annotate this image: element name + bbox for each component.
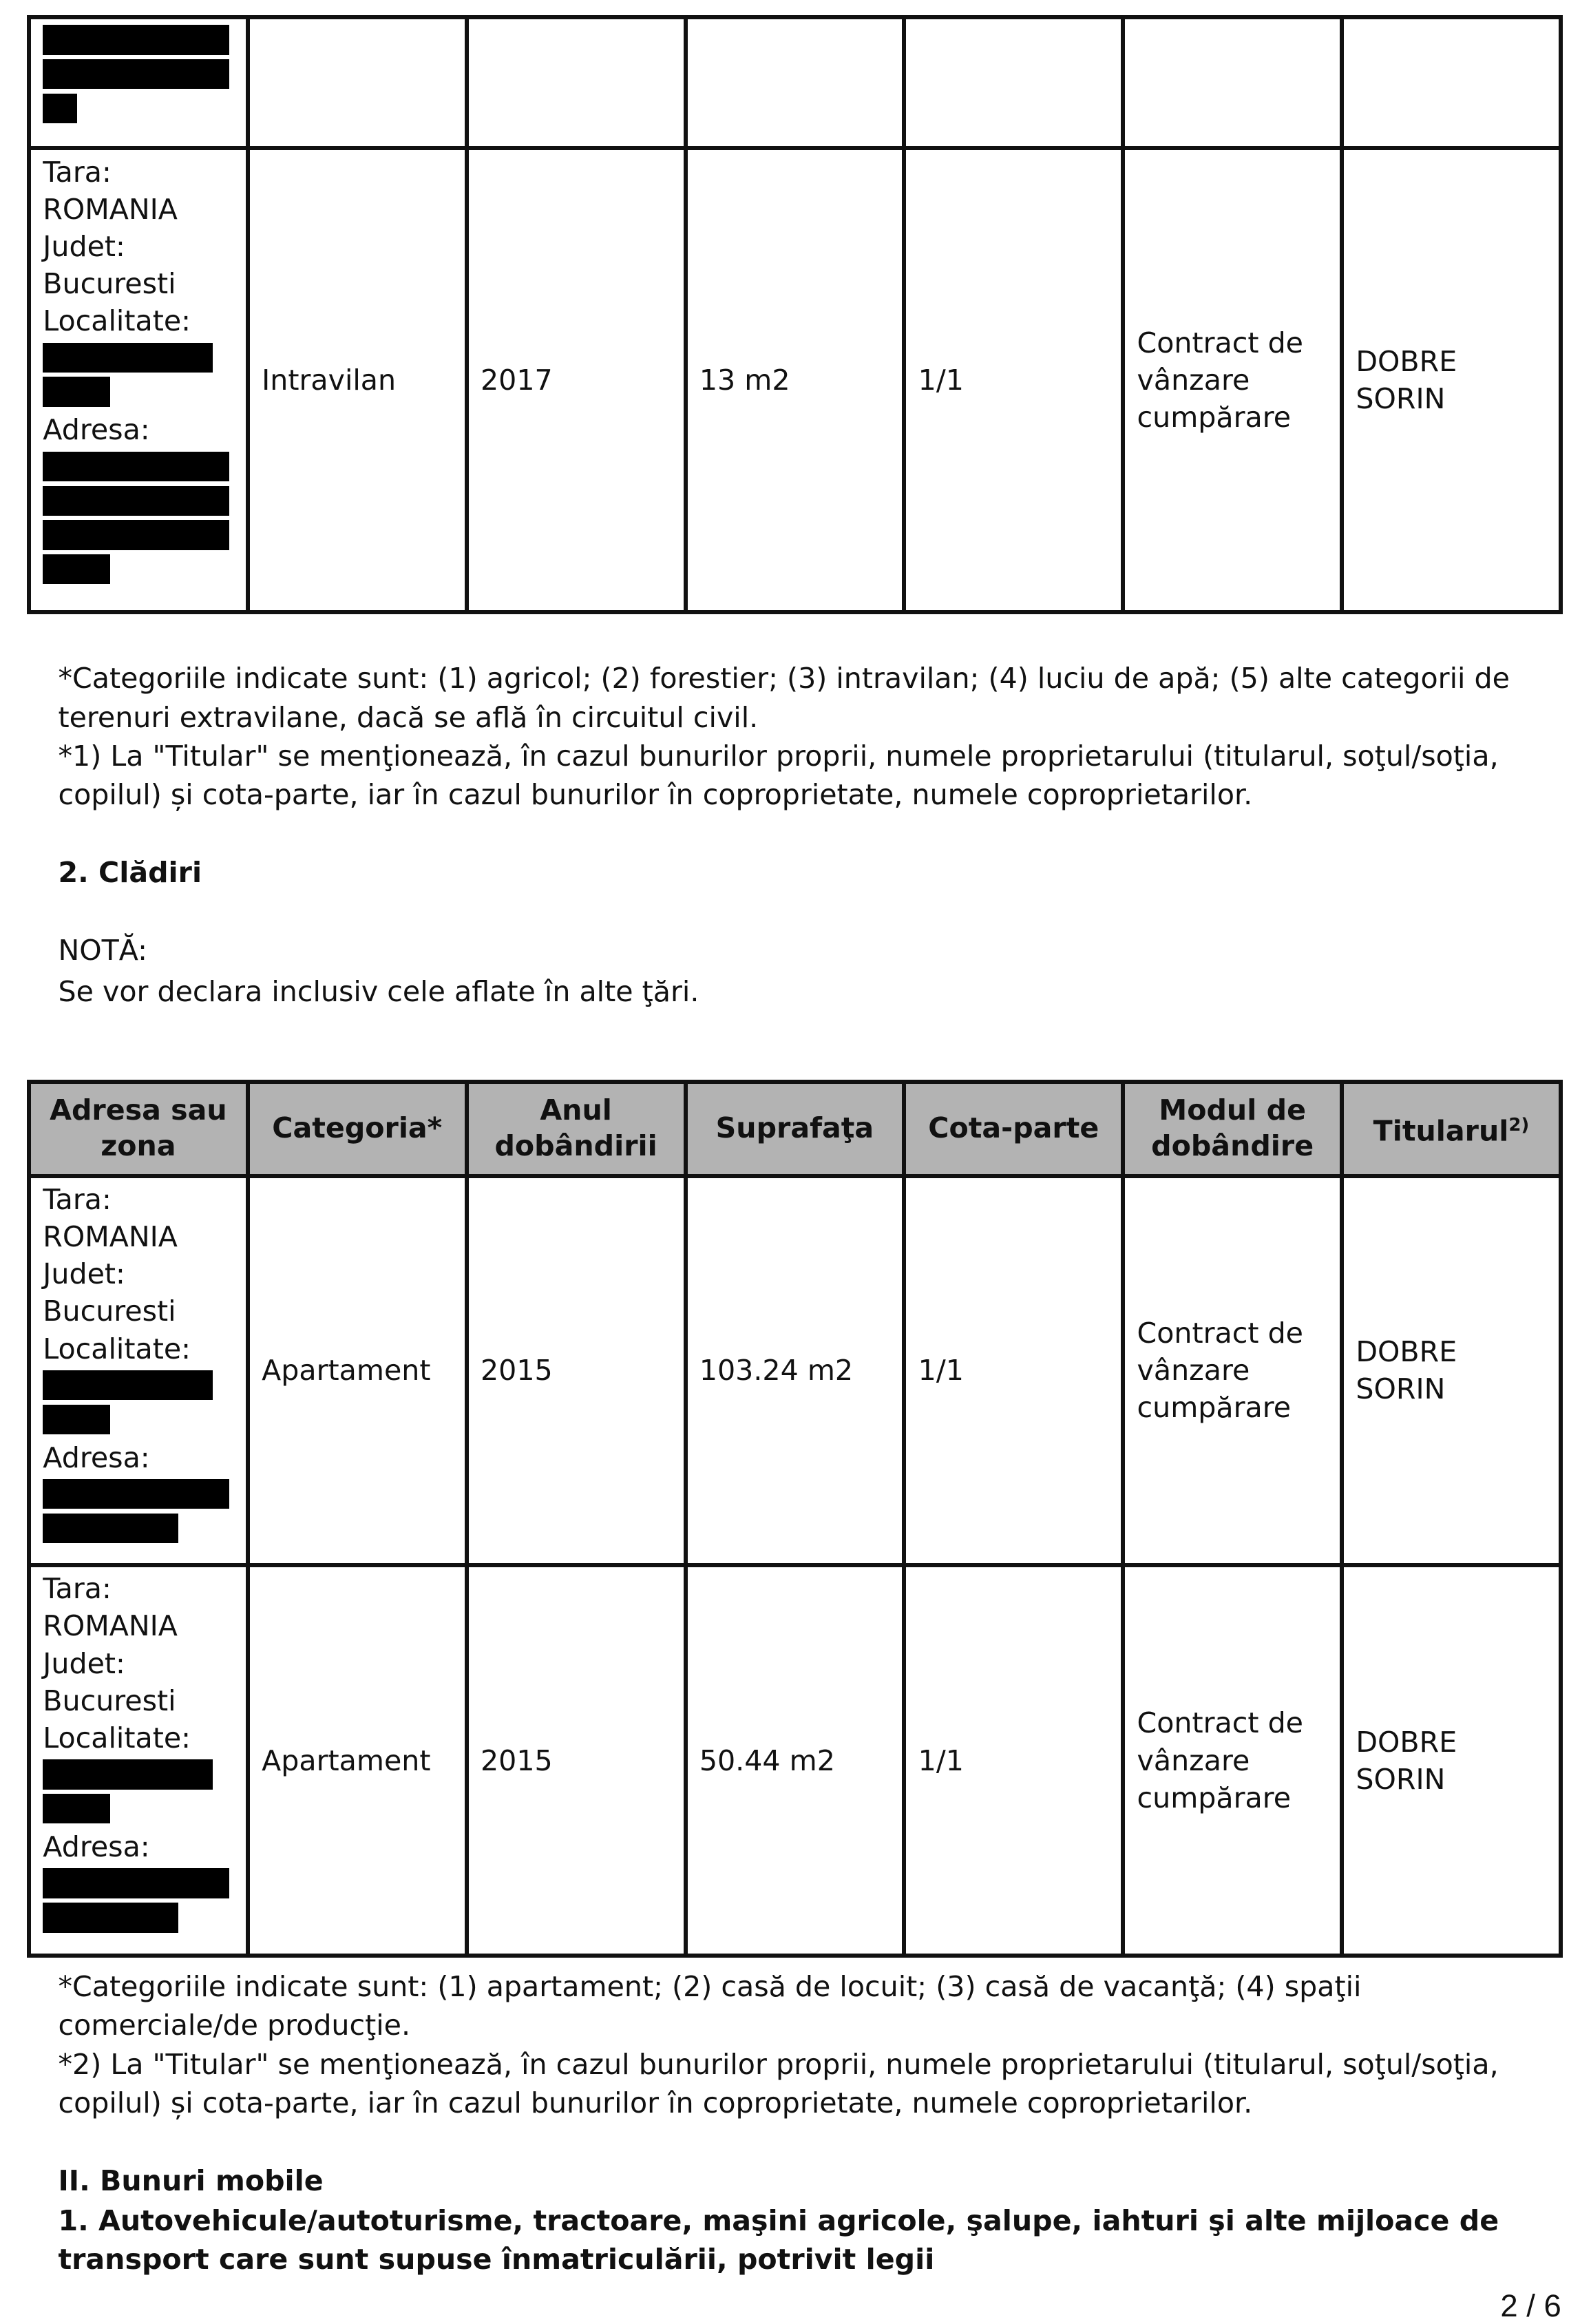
header-text: Titularul xyxy=(1373,1114,1509,1148)
redaction xyxy=(43,1903,178,1932)
address-line: ROMANIA xyxy=(43,1220,178,1254)
address-cell xyxy=(29,1176,248,1565)
address-line: Bucuresti xyxy=(43,1684,176,1717)
mode-cell: Contract de vânzare cumpărare xyxy=(1123,148,1342,612)
address-line: Localitate: xyxy=(43,1721,191,1755)
redaction xyxy=(43,1479,229,1509)
column-header: Suprafaţa xyxy=(686,1082,905,1175)
address-line: Tara: xyxy=(43,155,112,189)
land-notes xyxy=(27,659,1563,814)
year-cell: 2015 xyxy=(467,1565,686,1956)
redaction xyxy=(43,59,229,89)
redaction xyxy=(43,520,229,549)
redaction xyxy=(43,1868,229,1898)
category-cell: Apartament xyxy=(248,1565,467,1956)
address-line: Tara: xyxy=(43,1572,112,1606)
table-row xyxy=(29,1565,1561,1956)
owner-note: *1) La "Titular" se menţionează, în cazul bunurilor proprii, numele proprietarului (titularul, soţul/soţia, copilul) și cota-parte, iar în cazul bunurilor în coproprietate, numele coproprietarilor. xyxy=(58,739,1499,812)
area-cell: 50.44 m2 xyxy=(686,1565,905,1956)
address-line: Bucuresti xyxy=(43,267,176,301)
section-heading: 2. Clădiri xyxy=(58,855,202,889)
year-cell xyxy=(467,17,686,149)
address-line: Localitate: xyxy=(43,304,191,338)
owner-cell: DOBRE SORIN xyxy=(1342,1565,1561,1956)
redaction xyxy=(43,1514,178,1543)
land-table xyxy=(27,15,1563,614)
column-header: Categoria* xyxy=(248,1082,467,1175)
address-line: Adresa: xyxy=(43,413,150,447)
column-header: Anul dobândirii xyxy=(467,1082,686,1175)
column-header: Cota-parte xyxy=(904,1082,1123,1175)
column-header: Modul de dobândire xyxy=(1123,1082,1342,1175)
share-cell: 1/1 xyxy=(904,1565,1123,1956)
table-row xyxy=(29,1176,1561,1565)
redaction xyxy=(43,554,109,584)
owner-note: *2) La "Titular" se menţionează, în cazul bunurilor proprii, numele proprietarului (titularul, soţul/soţia, copilul) și cota-parte, iar în cazul bunurilor în coproprietate, numele coproprietarilor. xyxy=(58,2047,1499,2119)
categories-note: *Categoriile indicate sunt: (1) apartament; (2) casă de locuit; (3) casă de vacanţă; (4) spaţii comerciale/de producţie. xyxy=(58,1969,1362,2042)
nota-label: NOTĂ: xyxy=(58,933,148,967)
mode-cell xyxy=(1123,17,1342,149)
address-line: ROMANIA xyxy=(43,192,178,226)
area-cell xyxy=(686,17,905,149)
address-line: Tara: xyxy=(43,1182,112,1216)
address-line: Localitate: xyxy=(43,1332,191,1365)
table-header-row xyxy=(29,1082,1561,1175)
redaction xyxy=(43,1759,213,1789)
redaction xyxy=(43,486,229,516)
owner-cell: DOBRE SORIN xyxy=(1342,148,1561,612)
category-cell: Apartament xyxy=(248,1176,467,1565)
redaction xyxy=(43,452,229,481)
column-header: Adresa sau zona xyxy=(29,1082,248,1175)
address-line: Judet: xyxy=(43,229,125,263)
category-cell: Intravilan xyxy=(248,148,467,612)
address-line: ROMANIA xyxy=(43,1609,178,1643)
share-cell: 1/1 xyxy=(904,1176,1123,1565)
categories-note: *Categoriile indicate sunt: (1) agricol; (2) forestier; (3) intravilan; (4) luciu de apă; (5) alte categorii de terenuri extravilane, dacă se află în circuitul civil. xyxy=(58,662,1510,734)
mode-cell: Contract de vânzare cumpărare xyxy=(1123,1176,1342,1565)
subsection-heading: 1. Autovehicule/autoturisme, tractoare, maşini agricole, şalupe, iahturi şi alte mijloace de transport care sunt supuse înmatriculării, potrivit legii xyxy=(58,2204,1499,2276)
share-cell: 1/1 xyxy=(904,148,1123,612)
nota-text: Se vor declara inclusiv cele aflate în alte ţări. xyxy=(58,975,699,1009)
address-line: Adresa: xyxy=(43,1441,150,1474)
address-cell xyxy=(29,1565,248,1956)
buildings-table xyxy=(27,1080,1563,1958)
year-cell: 2017 xyxy=(467,148,686,612)
redaction xyxy=(43,1794,109,1823)
redaction xyxy=(43,343,213,373)
redaction xyxy=(43,94,77,123)
redaction xyxy=(43,377,109,406)
area-cell: 103.24 m2 xyxy=(686,1176,905,1565)
address-line: Judet: xyxy=(43,1257,125,1291)
area-cell: 13 m2 xyxy=(686,148,905,612)
section-heading: II. Bunuri mobile xyxy=(58,2164,324,2197)
buildings-notes xyxy=(27,1967,1563,2122)
mode-cell: Contract de vânzare cumpărare xyxy=(1123,1565,1342,1956)
table-row xyxy=(29,148,1561,612)
table-row xyxy=(29,17,1561,149)
category-cell xyxy=(248,17,467,149)
redaction xyxy=(43,1405,109,1434)
page-number: 2 / 6 xyxy=(1500,2288,1561,2323)
address-cell xyxy=(29,148,248,612)
address-line: Judet: xyxy=(43,1646,125,1680)
address-cell xyxy=(29,17,248,149)
column-header xyxy=(1342,1082,1561,1175)
address-line: Adresa: xyxy=(43,1830,150,1863)
footnote-ref: 2) xyxy=(1508,1115,1530,1136)
address-line: Bucuresti xyxy=(43,1295,176,1328)
owner-cell xyxy=(1342,17,1561,149)
redaction xyxy=(43,25,229,54)
redaction xyxy=(43,1370,213,1400)
share-cell xyxy=(904,17,1123,149)
owner-cell: DOBRE SORIN xyxy=(1342,1176,1561,1565)
year-cell: 2015 xyxy=(467,1176,686,1565)
